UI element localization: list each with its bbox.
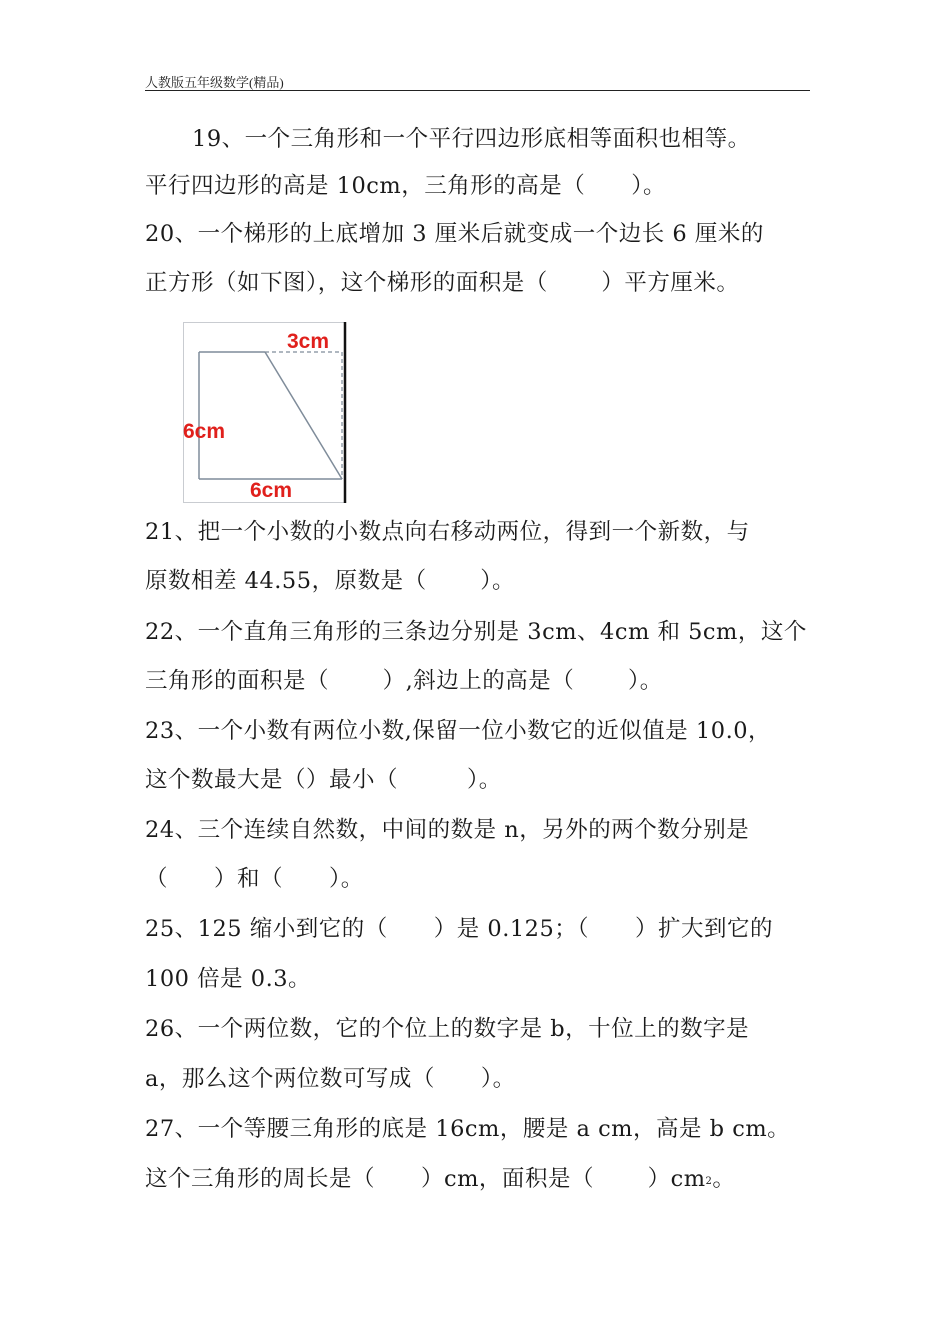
q24-line2: （ ）和（ ）。 <box>145 866 364 892</box>
trapezoid-diagram <box>183 322 348 503</box>
q23-line1: 23、一个小数有两位小数,保留一位小数它的近似值是 10.0， <box>145 718 772 744</box>
q26-line1: 26、一个两位数，它的个位上的数字是 b，十位上的数字是 <box>145 1016 750 1042</box>
q20-line1: 20、一个梯形的上底增加 3 厘米后就变成一个边长 6 厘米的 <box>145 221 764 247</box>
q26-line2: a，那么这个两位数可写成（ ）。 <box>145 1066 516 1092</box>
header-title: 人教版五年级数学(精品) <box>145 75 284 90</box>
q25-line2: 100 倍是 0.3。 <box>145 966 312 992</box>
q25-line1: 25、125 缩小到它的（ ）是 0.125；（ ）扩大到它的 <box>145 916 774 942</box>
squared-superscript: 2 <box>705 1176 713 1187</box>
q22-line1: 22、一个直角三角形的三条边分别是 3cm、4cm 和 5cm，这个 <box>145 619 807 645</box>
q22-line2: 三角形的面积是（ ）,斜边上的高是（ ）。 <box>145 668 663 694</box>
q24-line1: 24、三个连续自然数，中间的数是 n，另外的两个数分别是 <box>145 817 750 843</box>
trapezoid-figure <box>183 322 348 503</box>
q21-line2: 原数相差 44.55，原数是（ ）。 <box>145 568 515 594</box>
q27-line2 <box>145 1164 815 1199</box>
q23-line2: 这个数最大是（）最小（ ）。 <box>145 767 502 793</box>
q19-line1: 19、一个三角形和一个平行四边形底相等面积也相等。 <box>192 126 751 152</box>
q27-line2-text: 这个三角形的周长是（ ）cm，面积是（ ）cm <box>145 1166 706 1192</box>
label-3cm: 3cm <box>287 330 330 353</box>
page-header <box>145 70 810 91</box>
q20-line2: 正方形（如下图），这个梯形的面积是（ ）平方厘米。 <box>145 270 740 296</box>
q19-line2: 平行四边形的高是 10cm，三角形的高是（ ）。 <box>145 173 666 199</box>
q27-line2-end: 。 <box>712 1166 736 1192</box>
q21-line1: 21、把一个小数的小数点向右移动两位，得到一个新数，与 <box>145 519 750 545</box>
q27-line1: 27、一个等腰三角形的底是 16cm，腰是 a cm，高是 b cm。 <box>145 1116 791 1142</box>
label-left-6cm: 6cm <box>183 420 226 443</box>
label-bottom-6cm: 6cm <box>250 479 293 502</box>
